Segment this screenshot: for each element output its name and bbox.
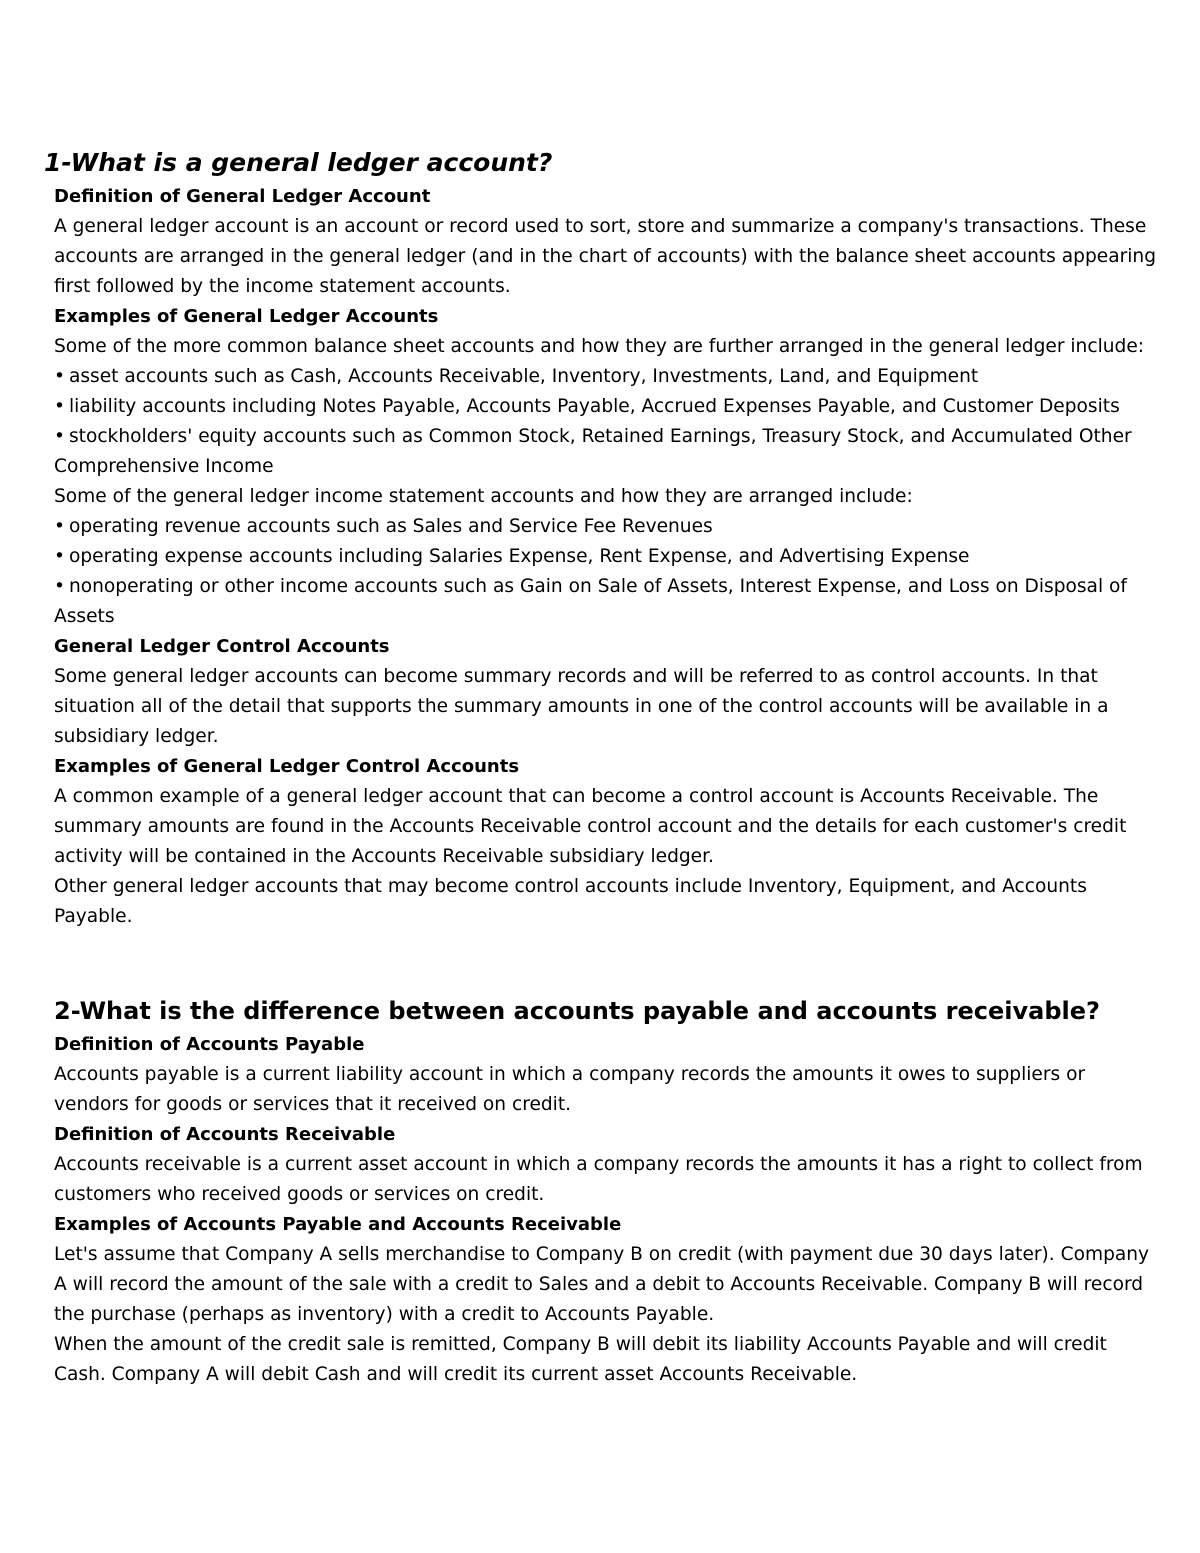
- control-examples-text: A common example of a general ledger account that can become a control account is Accounts Receivable. The summary amounts are found in the Accounts Receivable control account and the details for each customer's credit activity will be contained in the Accounts Receivable subsidiary ledger.: [54, 786, 1127, 867]
- bullet-icon: •: [54, 576, 65, 597]
- question-2-title: 2-What is the difference between accounts payable and accounts receivable?: [54, 997, 1100, 1025]
- bullet-icon: •: [54, 396, 65, 417]
- definition-gl-heading: Definition of General Ledger Account: [54, 186, 431, 207]
- control-examples-text-2: Other general ledger accounts that may become control accounts include Inventory, Equipment, and Accounts Payable.: [54, 876, 1087, 927]
- income-statement-intro: Some of the general ledger income statement accounts and how they are arranged include:: [54, 486, 913, 507]
- list-item: • stockholders' equity accounts such as Common Stock, Retained Earnings, Treasury Stock, and Accumulated Other Comprehensive Income: [54, 426, 1132, 477]
- examples-ap-ar-heading: Examples of Accounts Payable and Accounts Receivable: [54, 1214, 622, 1235]
- examples-ap-ar-text: Let's assume that Company A sells merchandise to Company B on credit (with payment due 30 days later). Company A will record the amount of the sale with a credit to Sales and a debit to Accounts Receivable. Company B will record the purchase (perhaps as inventory) with a credit to Accounts Payable.: [54, 1244, 1150, 1325]
- control-accounts-text: Some general ledger accounts can become summary records and will be referred to as control accounts. In that situation all of the detail that supports the summary amounts in one of the control accounts will be available in a subsidiary ledger.: [54, 666, 1109, 747]
- list-item: • nonoperating or other income accounts such as Gain on Sale of Assets, Interest Expense, and Loss on Disposal of Assets: [54, 576, 1127, 627]
- list-item: • liability accounts including Notes Payable, Accounts Payable, Accrued Expenses Payable, and Customer Deposits: [54, 396, 1120, 417]
- question-1-title: 1-What is a general ledger account?: [44, 148, 553, 177]
- definition-ap-text: Accounts payable is a current liability account in which a company records the amounts it owes to suppliers or vendors for goods or services that it received on credit.: [54, 1064, 1086, 1115]
- definition-gl-text: A general ledger account is an account or record used to sort, store and summarize a company's transactions. These accounts are arranged in the general ledger (and in the chart of accounts) with the balance sheet accounts appearing first followed by the income statement accounts.: [54, 216, 1157, 297]
- definition-ar-text: Accounts receivable is a current asset account in which a company records the amounts it has a right to collect from customers who received goods or services on credit.: [54, 1154, 1143, 1205]
- control-examples-heading: Examples of General Ledger Control Accounts: [54, 756, 520, 777]
- examples-gl-heading: Examples of General Ledger Accounts: [54, 306, 439, 327]
- bullet-icon: •: [54, 366, 65, 387]
- definition-ar-heading: Definition of Accounts Receivable: [54, 1124, 396, 1145]
- control-accounts-heading: General Ledger Control Accounts: [54, 636, 390, 657]
- question-1-body: [54, 182, 1160, 932]
- examples-ap-ar-text-2: When the amount of the credit sale is remitted, Company B will debit its liability Accounts Payable and will credit Cash. Company A will debit Cash and will credit its current asset Accounts Receivable.: [54, 1334, 1107, 1385]
- bullet-icon: •: [54, 516, 65, 537]
- bullet-icon: •: [54, 426, 65, 447]
- definition-ap-heading: Definition of Accounts Payable: [54, 1034, 365, 1055]
- list-item: • operating expense accounts including Salaries Expense, Rent Expense, and Advertising Expense: [54, 546, 970, 567]
- question-2-body: [54, 1030, 1160, 1390]
- balance-sheet-intro: Some of the more common balance sheet accounts and how they are further arranged in the general ledger include:: [54, 336, 1145, 357]
- bullet-icon: •: [54, 546, 65, 567]
- list-item: • operating revenue accounts such as Sales and Service Fee Revenues: [54, 516, 713, 537]
- list-item: • asset accounts such as Cash, Accounts Receivable, Inventory, Investments, Land, and Equipment: [54, 366, 979, 387]
